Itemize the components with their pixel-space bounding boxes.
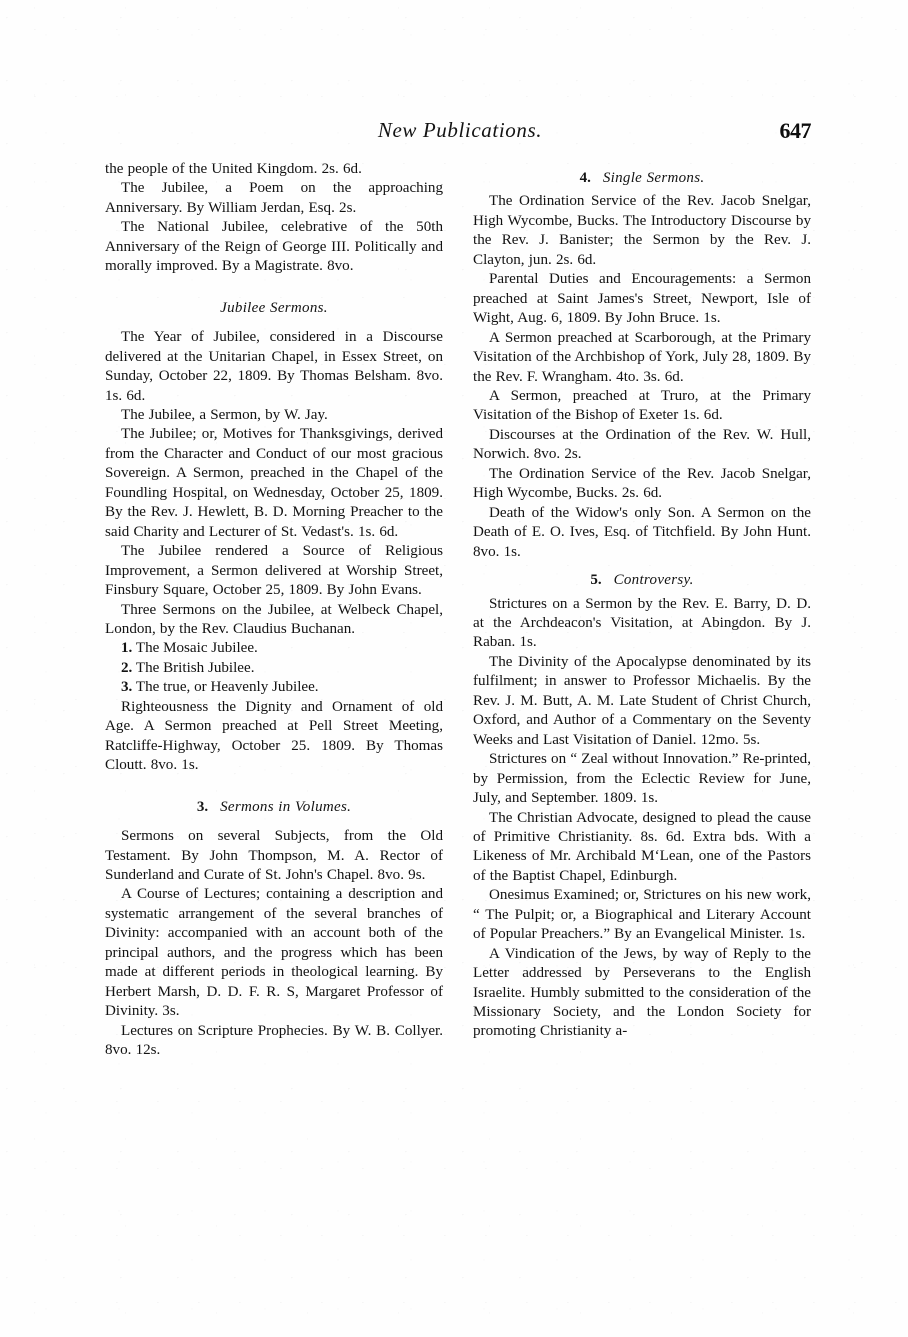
page-title: New Publications. <box>377 118 543 142</box>
entry-strictures-barry: Strictures on a Sermon by the Rev. E. Barry, D. D. at the Archdeacon's Visitation, at Abingdon. By J. Raban. 1s. <box>473 595 811 651</box>
section-number: 4. <box>579 170 591 186</box>
section-heading-single-sermons <box>473 169 811 188</box>
entry-parental-duties: Parental Duties and Encouragements: a Sermon preached at Saint James's Street, Newport, Isle of Wight, Aug. 6, 1809. By John Bruce. 1s. <box>473 271 811 327</box>
entry-lectures-scripture-prophecies: Lectures on Scripture Prophecies. By W. B. Collyer. 8vo. 12s. <box>105 1022 443 1059</box>
entry-jubilee-sermon-jay: The Jubilee, a Sermon, by W. Jay. <box>121 406 328 423</box>
list-label: The British Jubilee. <box>135 659 255 676</box>
section-heading-sermons-in-volumes <box>105 798 443 817</box>
section-number: 5. <box>590 572 602 589</box>
list-label: The true, or Heavenly Jubilee. <box>135 679 319 696</box>
section-heading-jubilee-sermons: Jubilee Sermons. <box>220 299 328 316</box>
entry-strictures-zeal: Strictures on “ Zeal without Innovation.” Re-printed, by Permission, from the Eclectic Review for June, July, and September. 1809. 1s. <box>473 751 811 807</box>
list-number: 1. <box>121 640 133 657</box>
entry-onesimus-examined: Onesimus Examined; or, Strictures on his new work, “ The Pulpit; or, a Biographical and Literary Account of Popular Preachers.” By an Evangelical Minister. 1s. <box>473 887 811 943</box>
list-item <box>105 678 443 697</box>
column-right <box>473 160 811 1250</box>
entry-continued: the people of the United Kingdom. 2s. 6d. <box>105 161 362 177</box>
list-label: The Mosaic Jubilee. <box>135 640 258 657</box>
section-label: Sermons in Volumes. <box>220 798 352 815</box>
list-item <box>105 639 443 658</box>
entry-sermon-scarborough: A Sermon preached at Scarborough, at the Primary Visitation of the Archbishop of York, July 28, 1809. By the Rev. F. Wrangham. 4to. 3s. 6d. <box>473 329 811 385</box>
entry-jubilee-poem: The Jubilee, a Poem on the approaching Anniversary. By William Jerdan, Esq. 2s. <box>105 180 443 216</box>
column-left <box>105 160 443 1250</box>
entry-discourses-hull: Discourses at the Ordination of the Rev. W. Hull, Norwich. 8vo. 2s. <box>473 426 811 463</box>
section-heading-controversy <box>473 571 811 590</box>
list-number: 2. <box>121 659 133 676</box>
entry-jubilee-religious-improvement: The Jubilee rendered a Source of Religious Improvement, a Sermon delivered at Worship Street, Finsbury Square, October 25, 1809. By John Evans. <box>105 543 443 599</box>
list-number: 3. <box>121 679 133 696</box>
entry-vindication-jews: A Vindication of the Jews, by way of Reply to the Letter addressed by Perseverans to the English Israelite. Humbly submitted to the consideration of the Missionary Society, and the London Society for promoting Christianity a- <box>473 945 811 1040</box>
list-item <box>105 659 443 678</box>
entry-death-widows-son: Death of the Widow's only Son. A Sermon on the Death of E. O. Ives, Esq. of Titchfield. By John Hunt. 8vo. 1s. <box>473 504 811 560</box>
entry-year-of-jubilee: The Year of Jubilee, considered in a Discourse delivered at the Unitarian Chapel, in Essex Street, on Sunday, October 22, 1809. By Thomas Belsham. 8vo. 1s. 6d. <box>105 329 443 404</box>
entry-three-sermons-welbeck: Three Sermons on the Jubilee, at Welbeck Chapel, London, by the Rev. Claudius Buchanan. <box>105 601 443 637</box>
entry-ordination-snelgar-2: The Ordination Service of the Rev. Jacob Snelgar, High Wycombe, Bucks. 2s. 6d. <box>473 465 811 502</box>
page-number: 647 <box>779 118 811 143</box>
entry-christian-advocate: The Christian Advocate, designed to plead the cause of Primitive Christianity. 8s. 6d. Extra bds. With a Likeness of Mr. Archibald M‘Lean, one of the Pastors of the Baptist Chapel, Edinburgh. <box>473 809 811 884</box>
section-number: 3. <box>196 798 209 815</box>
running-head <box>105 118 815 148</box>
section-label: Controversy. <box>613 572 694 589</box>
entry-divinity-apocalypse: The Divinity of the Apocalypse denominated by its fulfilment; in answer to Professor Michaelis. By the Rev. J. M. Butt, A. M. Late Student of Christ Church, Oxford, and Author of a Commentary on the Seventy Weeks and Last Visitation of Daniel. 12mo. 5s. <box>473 653 811 748</box>
section-label: Single Sermons. <box>602 170 705 186</box>
entry-sermon-truro: A Sermon, preached at Truro, at the Primary Visitation of the Bishop of Exeter 1s. 6d. <box>473 387 811 424</box>
entry-course-of-lectures: A Course of Lectures; containing a description and systematic arrangement of the several branches of Divinity: accompanied with an account both of the principal authors, and the progress which has been made at different periods in theological learning. By Herbert Marsh, D. D. F. R. S, Margaret Professor of Divinity. 3s. <box>105 886 443 1020</box>
entry-ordination-snelgar-1: The Ordination Service of the Rev. Jacob Snelgar, High Wycombe, Bucks. The Introductory Discourse by the Rev. J. Banister; the Sermon by the Rev. J. Clayton, jun. 2s. 6d. <box>473 193 811 268</box>
entry-jubilee-motives: The Jubilee; or, Motives for Thanksgivings, derived from the Character and Conduct of our most gracious Sovereign. A Sermon, preached in the Chapel of the Foundling Hospital, on Wednesday, October 25, 1809. By the Rev. J. Hewlett, B. D. Morning Preacher to the said Charity and Lecturer of St. Vedast's. 1s. 6d. <box>105 426 443 540</box>
entry-righteousness-dignity: Righteousness the Dignity and Ornament of old Age. A Sermon preached at Pell Street Meeting, Ratcliffe-Highway, October 25. 1809. By Thomas Cloutt. 8vo. 1s. <box>105 698 443 774</box>
entry-national-jubilee: The National Jubilee, celebrative of the 50th Anniversary of the Reign of George III. Politically and morally improved. By a Magistrate. 8vo. <box>105 219 443 275</box>
body-columns <box>105 160 811 1250</box>
entry-sermons-old-testament: Sermons on several Subjects, from the Old Testament. By John Thompson, M. A. Rector of Sunderland and Curate of St. John's Chapel. 8vo. 9s. <box>105 828 443 883</box>
